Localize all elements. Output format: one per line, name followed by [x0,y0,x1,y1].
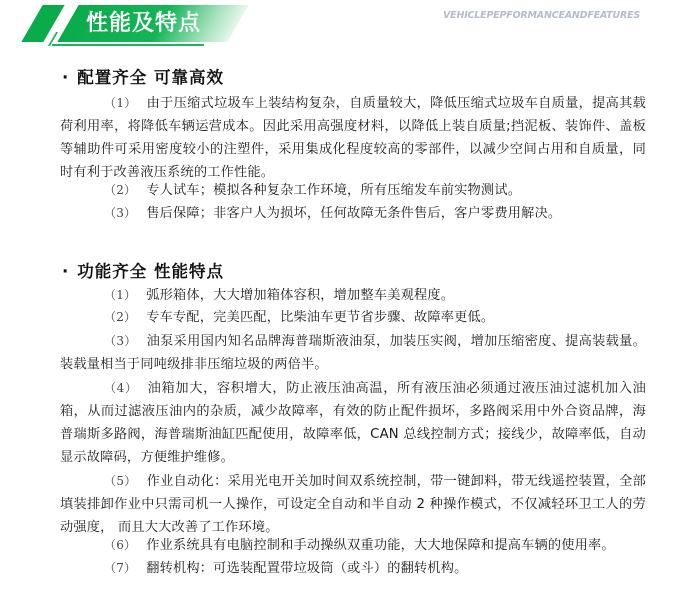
item-number: （2） [104,183,137,197]
paragraph-item [60,534,677,557]
banner-stripe-decoration [21,5,64,42]
item-text: 作业自动化：采用光电开关加时间双系统控制，带一键卸料，带无线遥控装置，全部填装排卸作业中只需司机一人操作，可设定全自动和半自动 2 种操作模式，不仅减轻环卫工人的劳动强度， 而且大大改善了工作环境。 [60,474,646,535]
item-number: （5） [104,474,137,488]
paragraph-item [60,202,677,225]
item-text: 售后保障；非客户人为损坏，任何故障无条件售后，客户零费用解决。 [146,206,562,221]
paragraph-item [60,377,646,469]
item-number: （6） [104,538,137,552]
paragraph-item [60,306,677,329]
paragraph-item [60,557,677,580]
header-banner [0,0,677,55]
section-title: 功能齐全 性能特点 [77,262,225,281]
paragraph-item [60,179,677,202]
item-text: 油泵采用国内知名品牌海普瑞斯液油泵，加装压实阀，增加压缩密度、提高装载量。 装载量相当于同吨级排非压缩垃圾的两倍半。 [60,334,646,372]
item-number: （3） [104,334,137,348]
bullet-icon: · [62,262,70,281]
item-text: 油箱加大，容积增大，防止液压油高温，所有液压油必须通过液压油过滤机加入油箱，从而过滤液压油内的杂质，减少故障率，有效的防止配件损坏，多路阀采用中外合资品牌，海普瑞斯多路阀，海普瑞斯油缸匹配使用，故障率低，CAN 总线控制方式；接线少，故障率低，自动显示故障码，方便维护维修。 [60,381,646,465]
item-number: （2） [104,310,137,324]
section-title: 配置齐全 可靠高效 [77,68,225,87]
bullet-icon: · [62,68,70,87]
paragraph-item [60,92,646,184]
item-text: 翻转机构：可选装配置带垃圾筒（或斗）的翻转机构。 [146,561,468,576]
paragraph-item [60,284,677,307]
item-number: （7） [104,561,137,575]
item-text: 弧形箱体，大大增加箱体容积，增加整车美观程度。 [146,288,455,303]
item-text: 专车专配，完美匹配，比柴油车更节省步骤、故障率更低。 [146,310,495,325]
page-title: 性能及特点 [86,11,202,36]
item-text: 专人试车；模拟各种复杂工作环境，所有压缩发车前实物测试。 [146,183,522,198]
section-heading-config [62,64,224,88]
item-number: （1） [104,96,137,110]
item-number: （4） [104,381,138,395]
paragraph-item [60,470,646,539]
english-subtitle: VEHICLEPEPFORMANCEANDFEATURES [443,10,641,21]
paragraph-item [60,330,646,376]
item-number: （1） [104,288,137,302]
item-text: 由于压缩式垃圾车上装结构复杂，自质量较大，降低压缩式垃圾车自质量，提高其载荷利用率，将降低车辆运营成本。因此采用高强度材料，以降低上装自质量;挡泥板、装饰件、盖板等辅助件可采用密度较小的注塑件，采用集成化程度较高的零部件，以减少空间占用和自质量，同时有利于改善液压系统的工作性能。 [60,96,646,180]
banner-underline [52,44,204,46]
section-heading-features [62,258,224,282]
item-text: 作业系统具有电脑控制和手动操纵双重功能，大大地保障和提高车辆的使用率。 [146,538,615,553]
item-number: （3） [104,206,137,220]
